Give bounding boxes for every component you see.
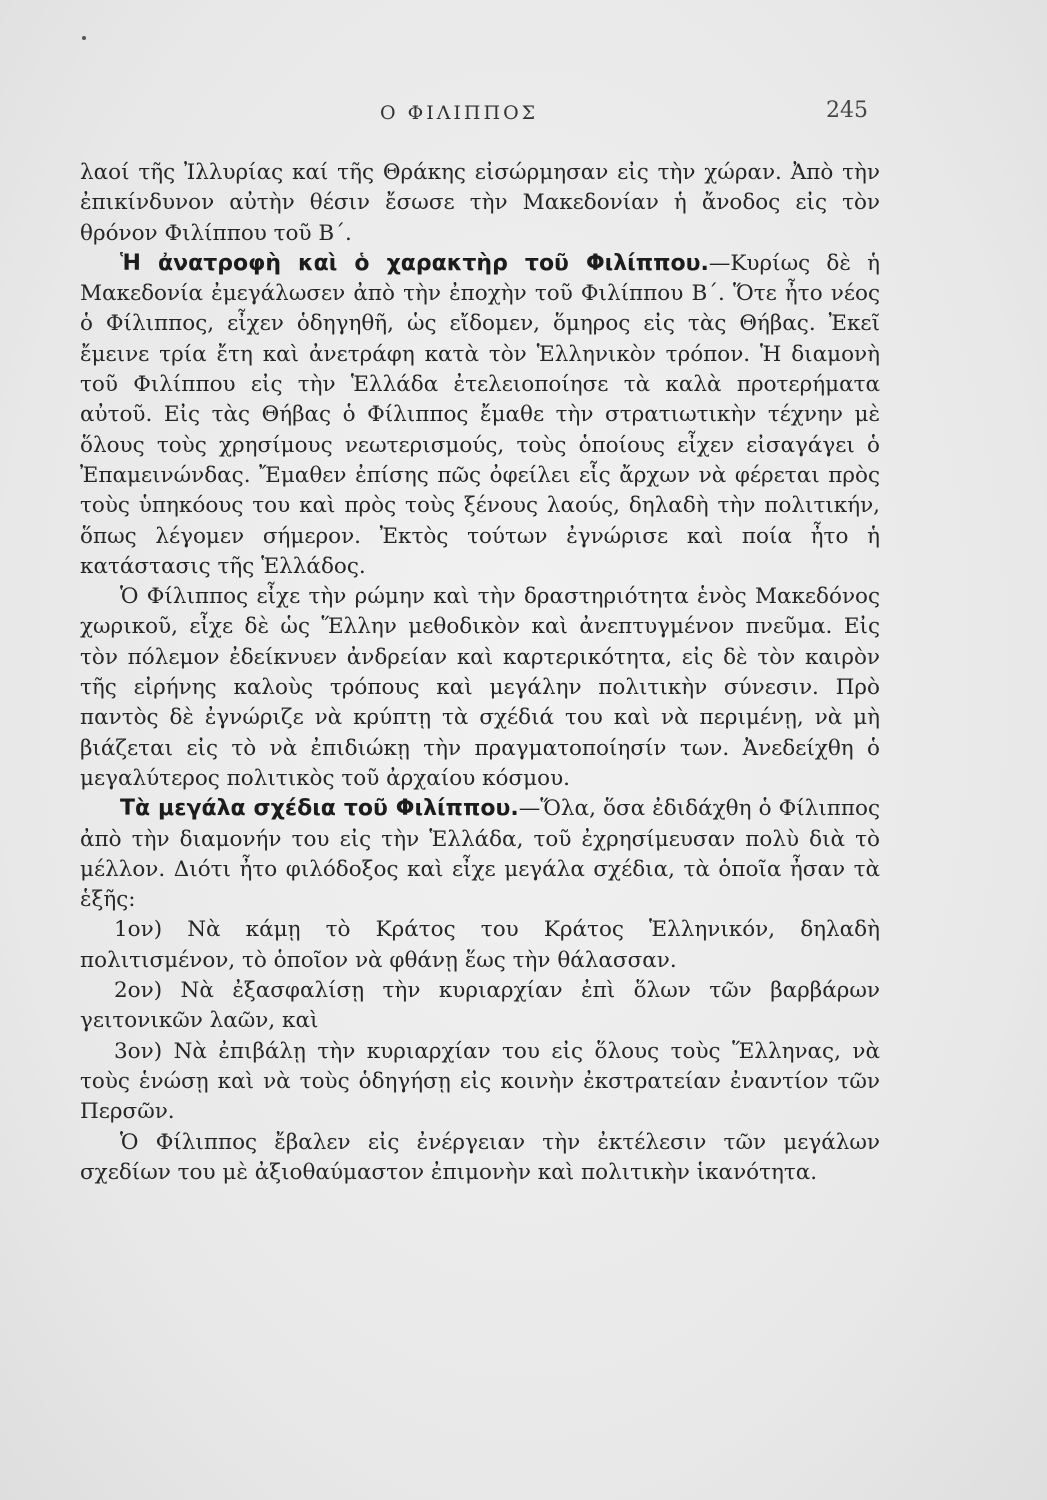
upbringing-text: —Κυρίως δὲ ἡ Μακεδονία ἐμεγάλωσεν ἀπὸ τὴν ἐποχὴν τοῦ Φιλίππου Β΄. Ὅτε ἦτο νέος ὁ Φίλιππος, εἶχεν ὁδηγηθῆ, ὡς εἴδομεν, ὅμηρος εἰς τὰς Θήβας. Ἐκεῖ ἔμεινε τρία ἔτη καὶ ἀνετράφη κατὰ τὸν Ἑλληνικὸν τρόπον. Ἡ διαμονὴ τοῦ Φιλίππου εἰς τὴν Ἑλλάδα ἐτελειοποίησε τὰ καλὰ προτερήματα αὐτοῦ. Εἰς τὰς Θήβας ὁ Φίλιππος ἔμαθε τὴν στρατιωτικὴν τέχνην μὲ ὅλους τοὺς χρησίμους νεωτερισμούς, τοὺς ὁποίους εἶχεν εἰσαγάγει ὁ Ἐπαμεινώνδας. Ἔμαθεν ἐπίσης πῶς ὀφείλει εἷς ἄρχων νὰ φέρεται πρὸς τοὺς ὑπηκόους του καὶ πρὸς τοὺς ξένους λαούς, δηλαδὴ τὴν πολιτικήν, ὅπως λέγομεν σήμερον. Ἐκτὸς τούτων ἐγνώρισε καὶ ποία ἦτο ἡ κατάστασις τῆς Ἑλλάδος. <box>80 250 880 579</box>
section-heading-plans: Τὰ μεγάλα σχέδια τοῦ Φιλίππου. <box>120 796 519 822</box>
paragraph-upbringing <box>80 249 880 582</box>
plans-text: —Ὅλα, ὅσα ἐδιδάχθη ὁ Φίλιππος ἀπὸ τὴν διαμονήν του εἰς τὴν Ἑλλάδα, τοῦ ἐχρησίμευσαν πολὺ διὰ τὸ μέλλον. Διότι ἦτο φιλόδοξος καὶ εἶχε μεγάλα σχέδια, τὰ ὁποῖα ἦσαν τὰ ἑξῆς: <box>80 796 880 913</box>
paragraph-closing: Ὁ Φίλιππος ἔβαλεν εἰς ἐνέργειαν τὴν ἐκτέλεσιν τῶν μεγάλων σχεδίων του μὲ ἀξιοθαύμαστον ἐπιμονὴν καὶ πολιτικὴν ἱκανότητα. <box>80 1129 880 1185</box>
plan-item-1: 1ον) Νὰ κάμῃ τὸ Κράτος του Κράτος Ἑλληνικόν, δηλαδὴ πολιτισμένον, τὸ ὁποῖον νὰ φθάνῃ ἕως τὴν θάλασσαν. <box>80 917 880 973</box>
plan-item-2: 2ον) Νὰ ἐξασφαλίσῃ τὴν κυριαρχίαν ἐπὶ ὅλων τῶν βαρβάρων γειτονικῶν λαῶν, καὶ <box>80 978 880 1034</box>
paragraph-intro: λαοί τῆς Ἰλλυρίας καί τῆς Θράκης εἰσώρμησαν εἰς τὴν χώραν. Ἀπὸ τὴν ἐπικίνδυνον αὐτὴν θέσιν ἔσωσε τὴν Μακεδονίαν ἡ ἄνοδος εἰς τὸν θρόνον Φιλίππου τοῦ Β΄. <box>80 160 880 246</box>
paragraph-plans <box>80 794 880 915</box>
body-text <box>80 158 880 1188</box>
page-number: 245 <box>826 98 868 123</box>
running-title: Ο ΦΙΛΙΠΠΟΣ <box>380 102 539 124</box>
paragraph-character: Ὁ Φίλιππος εἶχε τὴν ρώμην καὶ τὴν δραστηριότητα ἑνὸς Μακεδόνος χωρικοῦ, εἶχε δὲ ὡς Ἕλλην μεθοδικὸν καὶ ἀνεπτυγμένον πνεῦμα. Εἰς τὸν πόλεμον ἐδείκνυεν ἀνδρείαν καὶ καρτερικότητα, εἰς δὲ τὸν καιρὸν τῆς εἰρήνης καλοὺς τρόπους καὶ μεγάλην πολιτικὴν σύνεσιν. Πρὸ παντὸς δὲ ἐγνώριζε νὰ κρύπτῃ τὰ σχέδιά του καὶ νὰ περιμένῃ, νὰ μὴ βιάζεται εἰς τὸ νὰ ἐπιδιώκῃ τὴν πραγματοποίησίν των. Ἀνεδείχθη ὁ μεγαλύτερος πολιτικὸς τοῦ ἀρχαίου κόσμου. <box>80 584 880 791</box>
section-heading-upbringing: Ἡ ἀνατροφὴ καὶ ὁ χαρακτὴρ τοῦ Φιλίππου. <box>120 250 709 276</box>
page-header <box>0 92 1047 132</box>
plan-item-3: 3ον) Νὰ ἐπιβάλῃ τὴν κυριαρχίαν του εἰς ὅλους τοὺς Ἕλληνας, νὰ τοὺς ἑνώσῃ καὶ νὰ τοὺς ὁδηγήσῃ εἰς κοινὴν ἐκστρατείαν ἐναντίον τῶν Περσῶν. <box>80 1038 880 1125</box>
ink-speck <box>82 36 86 40</box>
